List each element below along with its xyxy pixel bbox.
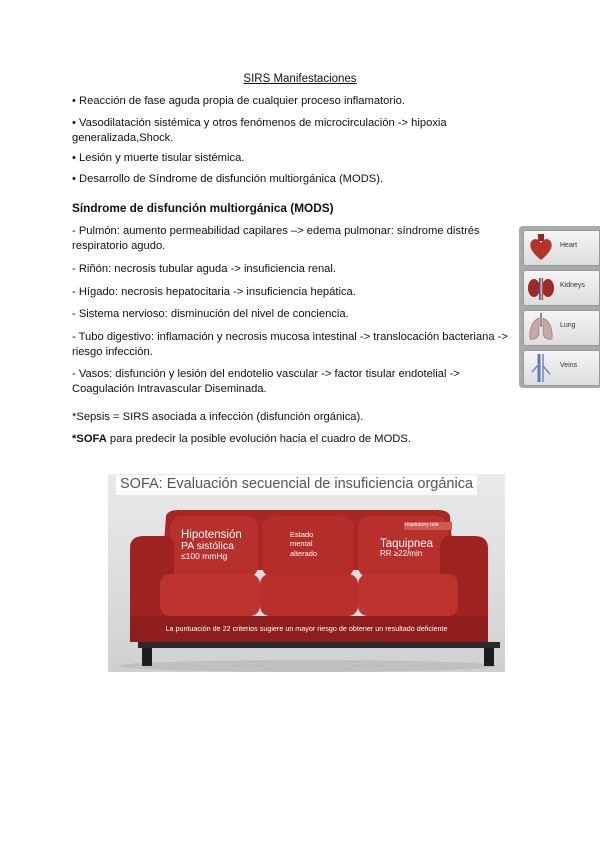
sofa-note [72,432,512,447]
hypotension-label: Hipotensión [181,529,242,541]
organ-item-vessels: - Vasos: disfunción y lesión del endotelio vascular -> factor tisular endotelial -> Coagulación Intravascular Diseminada. [72,368,460,396]
lung-icon [525,312,557,344]
sofa-note-bold: *SOFA [72,433,107,445]
organ-item-liver: - Hígado: necrosis hepatocitaria -> insuficiencia hepática. [72,286,356,298]
organ-item-lung: - Pulmón: aumento permeabilidad capilares –> edema pulmonar: síndrome distrés respiratorio agudo. [72,225,480,253]
organ-item-nervous: - Sistema nervioso: disminución del nivel de conciencia. [72,308,349,320]
kidneys-icon [525,272,557,304]
organ-item-kidney: - Riñón: necrosis tubular aguda -> insuficiencia renal. [72,263,336,275]
sepsis-note: *Sepsis = SIRS asociada a infección (disfunción orgánica). [72,411,364,423]
organ-item-digestive: - Tubo digestivo: inflamación y necrosis mucosa intestinal -> translocación bacteriana -> riesgo infección. [72,331,508,359]
heart-icon [525,232,557,264]
organ-strip-image [519,226,600,388]
bullet-vasodilation: • Vasodilatación sistémica y otros fenómenos de microcirculación -> hipoxia generalizada,Shock. [72,117,447,145]
tachypnea-label: Taquipnea [380,538,434,550]
bullet-mods: • Desarrollo de Síndrome de disfunción multiorgánica (MODS). [72,173,384,185]
organ-label-lung: Lung [560,322,576,329]
respiratory-rate-tag: respiratory rate [405,522,439,528]
organ-label-veins: Veins [560,362,578,369]
right-cushion-text [380,538,433,558]
respiratory-threshold: RR ≥22/min [380,549,423,559]
sofa-note-rest: para predecir la posible evolución hacia el cuadro de MODS. [106,433,411,445]
mental-state-line-2: mental [290,539,313,549]
section-heading-mods: Síndrome de disfunción multiorgánica (MODS) [72,201,334,215]
systolic-label: PA sistólica [181,540,234,553]
organ-label-kidneys: Kidneys [560,282,585,289]
organ-tile-veins [523,350,600,386]
bullet-acute-phase: • Reacción de fase aguda propia de cualquier proceso inflamatorio. [72,95,405,107]
organ-tile-heart [523,230,600,266]
veins-icon [525,352,557,384]
page-title: SIRS Manifestaciones [243,73,357,85]
sofa-bottom-text: La puntuación de 22 criterios sugiere un mayor riesgo de obtener un resultado deficiente [165,624,448,633]
organ-tile-kidneys [523,270,600,306]
sofa-illustration [108,474,505,672]
left-cushion-text [181,529,242,561]
sofa-title: SOFA: Evaluación secuencial de insuficiencia orgánica [116,475,477,495]
mental-state-line-1: Estado [290,530,314,539]
sofa-drawing [108,474,505,672]
organ-tile-lung [523,310,600,346]
bullet-tissue-injury: • Lesión y muerte tisular sistémica. [72,152,245,164]
organ-label-heart: Heart [560,242,578,249]
middle-cushion-text [290,530,317,558]
systolic-threshold: ≤100 mmHg [181,551,228,562]
mental-state-line-3: alterado [290,548,318,558]
